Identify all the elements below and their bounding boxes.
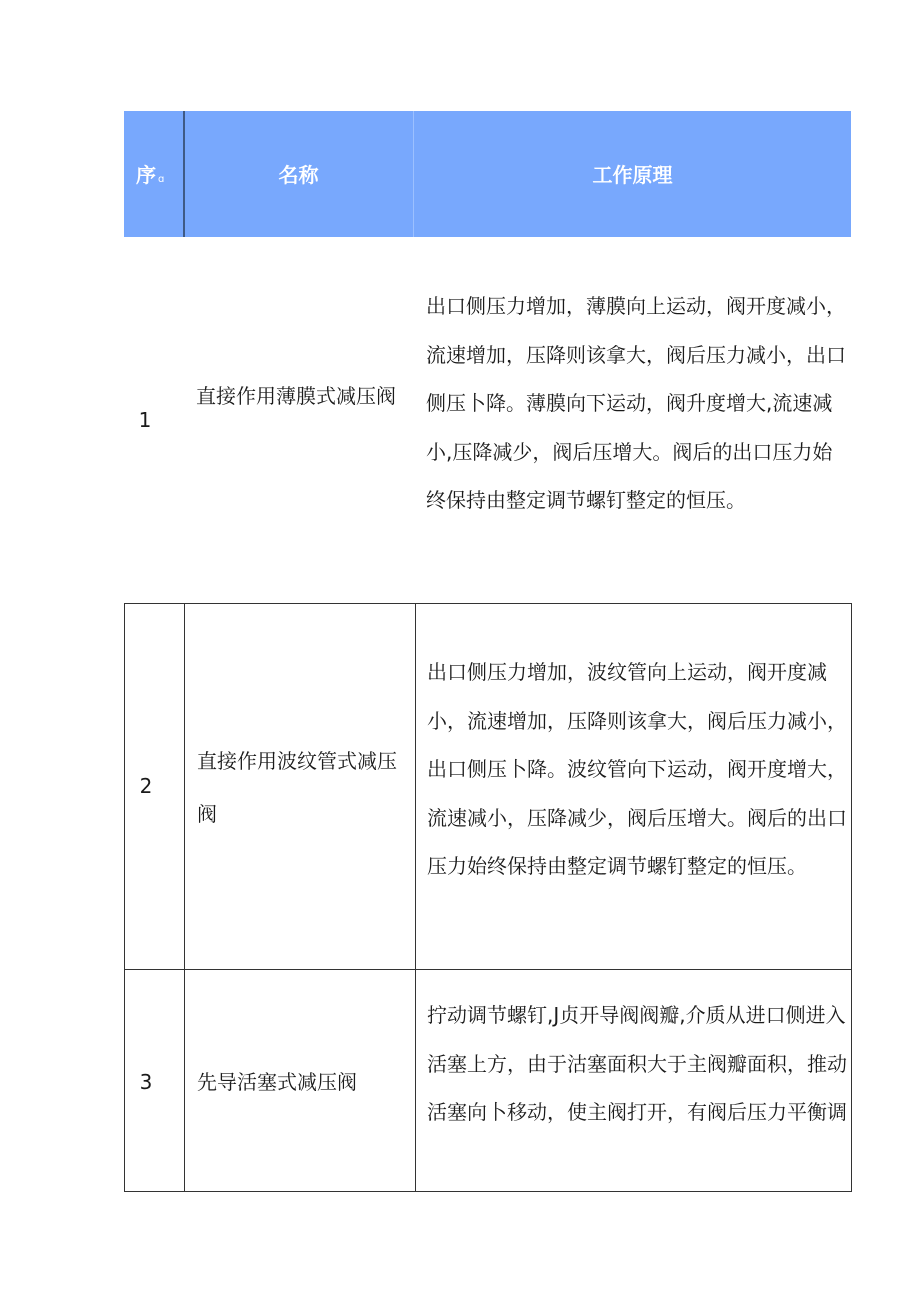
table-row bbox=[124, 969, 852, 1192]
column-divider bbox=[415, 970, 416, 1191]
column-divider bbox=[184, 970, 185, 1191]
column-divider bbox=[415, 604, 416, 969]
row-seq: 3 bbox=[139, 1070, 153, 1094]
table-header bbox=[124, 111, 851, 237]
header-seq bbox=[124, 159, 183, 188]
column-divider bbox=[184, 604, 185, 969]
row-name: 先导活塞式减压阀 bbox=[197, 1070, 357, 1094]
table-row bbox=[124, 603, 852, 970]
row-name: 直接作用薄膜式减压阀 bbox=[196, 384, 396, 408]
row-principle: 出口侧压力增加，薄膜向上运动，阀开度减小，流速增加，压降则该拿大，阀后压力减小，出口侧压卜降。薄膜向下运动，阀升度增大,流速减小,压降减少，阀后压增大。阀后的出口压力始终保持由整定调节螺钉整定的恒压。 bbox=[426, 294, 846, 512]
header-principle: 工作原理 bbox=[592, 163, 673, 187]
header-seq-label: 序 bbox=[136, 163, 156, 187]
row-principle: 拧动调节螺钉,J贞开导阀阀瓣,介质从进口侧进入活塞上方，由于沽塞面积大于主阀瓣面积，推动活塞向卜移动，使主阀打开，有阀后压力平衡调 bbox=[427, 1003, 847, 1124]
table-row bbox=[124, 237, 851, 603]
row-principle: 出口侧压力增加，波纹管向上运动，阀开度减小，流速增加，压降则该拿大，阀后压力减小，出口侧压卜降。波纹管向下运动，阀开度增大，流速减小，压降减少，阀后压增大。阀后的出口压力始终保持由整定调节螺钉整定的恒压。 bbox=[427, 660, 847, 878]
header-seq-suffix: ɑ bbox=[158, 174, 165, 185]
row-seq: 1 bbox=[138, 408, 152, 432]
header-name: 名称 bbox=[278, 163, 319, 187]
row-seq: 2 bbox=[139, 774, 153, 798]
row-name: 直接作用波纹管式减压阀 bbox=[197, 749, 397, 826]
